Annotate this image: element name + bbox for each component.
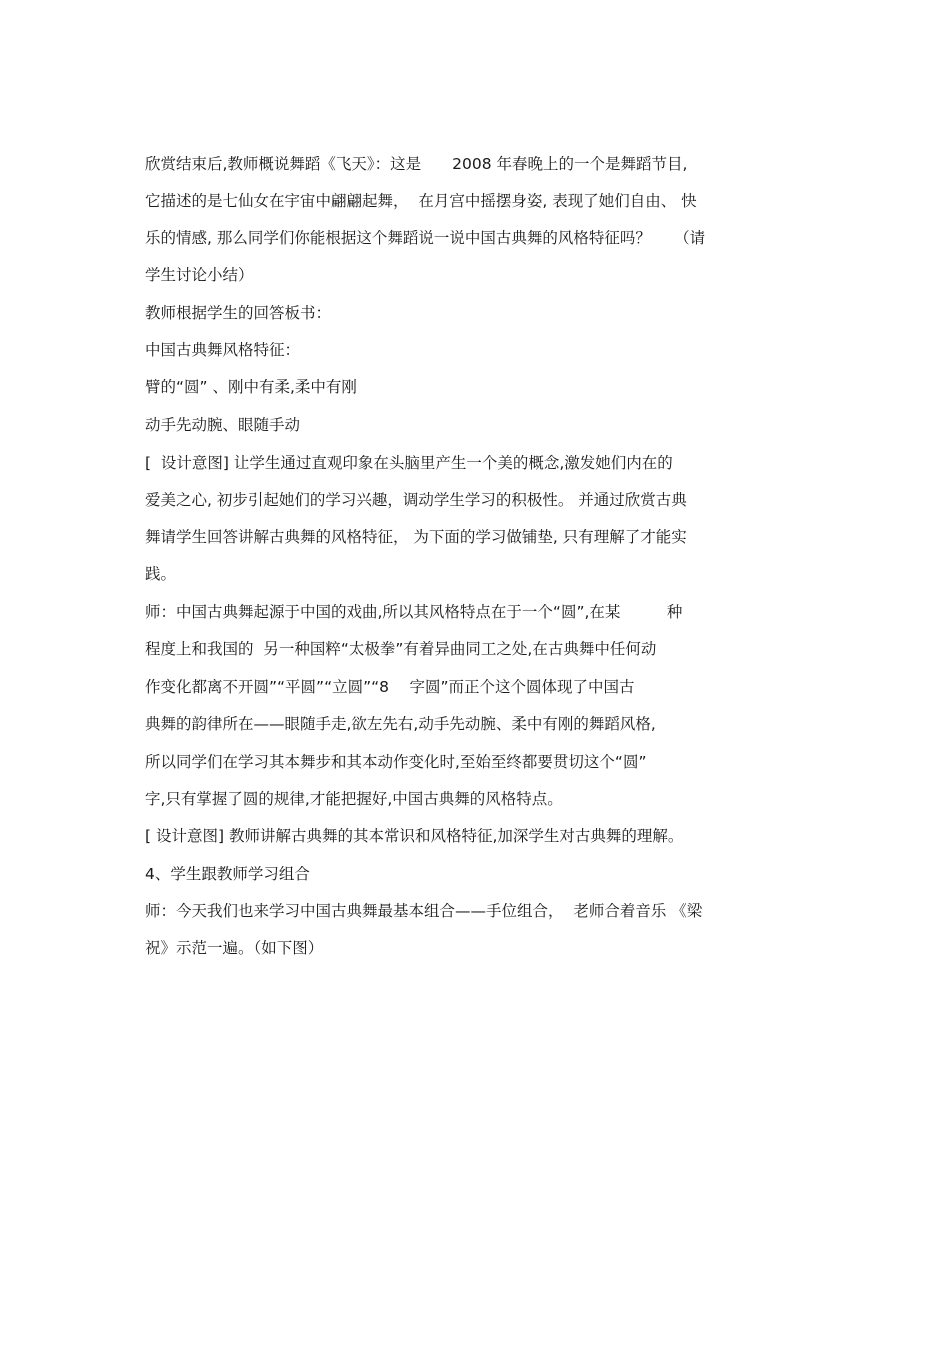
text-line-20: 4、学生跟教师学习组合 [145,865,310,883]
text-line-21: 师：今天我们也来学习中国古典舞最基本组合——手位组合， 老师合着音乐 《梁 [145,902,703,920]
text-line-8: 动手先动腕、眼随手动 [145,416,301,434]
text-line-19: [ 设计意图] 教师讲解古典舞的其本常识和风格特征,加深学生对古典舞的理解。 [145,827,684,845]
text-line-13: 师：中国古典舞起源于中国的戏曲,所以其风格特点在于一个“圆”,在某 种 [145,603,683,621]
text-line-7: 臂的“圆” 、刚中有柔,柔中有刚 [145,378,357,396]
text-line-15: 作变化都离不开圆”“平圆”“立圆”“8 字圆”而正个这个圆体现了中国古 [145,678,635,696]
text-line-22: 祝》示范一遍。（如下图） [145,939,324,957]
text-line-16: 典舞的韵律所在——眼随手走,欲左先右,动手先动腕、柔中有刚的舞蹈风格, [145,715,656,733]
text-line-11: 舞请学生回答讲解古典舞的风格特征， 为下面的学习做铺垫, 只有理解了才能实 [145,528,687,546]
text-line-1: 欣赏结束后,教师概说舞蹈《飞天》：这是 2008 年春晚上的一个是舞蹈节目, [145,155,688,173]
text-line-5: 教师根据学生的回答板书： [145,304,332,322]
text-line-10: 爱美之心, 初步引起她们的学习兴趣，调动学生学习的积极性。 并通过欣赏古典 [145,491,687,509]
text-line-17: 所以同学们在学习其本舞步和其本动作变化时,至始至终都要贯切这个“圆” [145,753,647,771]
text-line-4: 学生讨论小结） [145,266,254,284]
text-line-3: 乐的情感, 那么同学们你能根据这个舞蹈说一说中国古典舞的风格特征吗？ （请 [145,229,706,247]
text-line-6: 中国古典舞风格特征： [145,341,301,359]
text-line-2: 它描述的是七仙女在宇宙中翩翩起舞， 在月宫中摇摆身姿, 表现了她们自由、 快 [145,192,697,210]
text-line-14: 程度上和我国的 另一种国粹“太极拳”有着异曲同工之处,在古典舞中任何动 [145,640,657,658]
text-line-9: [ 设计意图] 让学生通过直观印象在头脑里产生一个美的概念,激发她们内在的 [145,454,673,472]
text-line-18: 字,只有掌握了圆的规律,才能把握好,中国古典舞的风格特点。 [145,790,563,808]
text-line-12: 践。 [145,565,177,583]
